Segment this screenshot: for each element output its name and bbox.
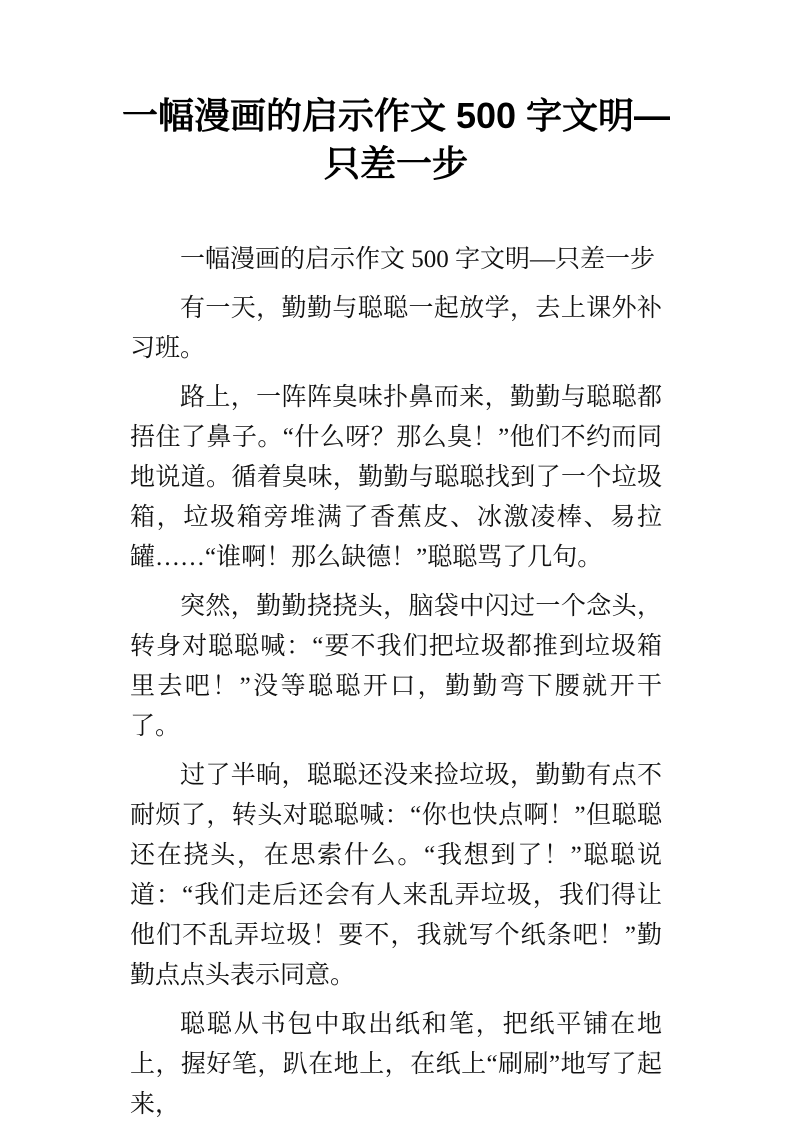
paragraph: 突然，勤勤挠挠头，脑袋中闪过一个念头，转身对聪聪喊：“要不我们把垃圾都推到垃圾箱里去吧！”没等聪聪开口，勤勤弯下腰就开干了。 xyxy=(130,593,662,740)
page-title: 一幅漫画的启示作文 500 字文明—只差一步 xyxy=(121,95,671,184)
article-body xyxy=(130,240,662,1125)
paragraph: 过了半晌，聪聪还没来捡垃圾，勤勤有点不耐烦了，转头对聪聪喊：“你也快点啊！”但聪聪还在挠头，在思索什么。“我想到了！”聪聪说道：“我们走后还会有人来乱弄垃圾，我们得让他们不乱弄垃圾！要不，我就写个纸条吧！”勤勤点点头表示同意。 xyxy=(130,762,662,989)
paragraph: 聪聪从书包中取出纸和笔，把纸平铺在地上，握好笔，趴在地上，在纸上“刷刷”地写了起来， xyxy=(130,1011,662,1118)
paragraph: 路上，一阵阵臭味扑鼻而来，勤勤与聪聪都捂住了鼻子。“什么呀？那么臭！”他们不约而同地说道。循着臭味，勤勤与聪聪找到了一个垃圾箱，垃圾箱旁堆满了香蕉皮、冰激凌棒、易拉罐……“谁啊！那么缺德！”聪聪骂了几句。 xyxy=(130,384,662,571)
paragraph: 有一天，勤勤与聪聪一起放学，去上课外补习班。 xyxy=(130,295,662,362)
paragraph-title-line: 一幅漫画的启示作文 500 字文明—只差一步 xyxy=(180,246,656,273)
